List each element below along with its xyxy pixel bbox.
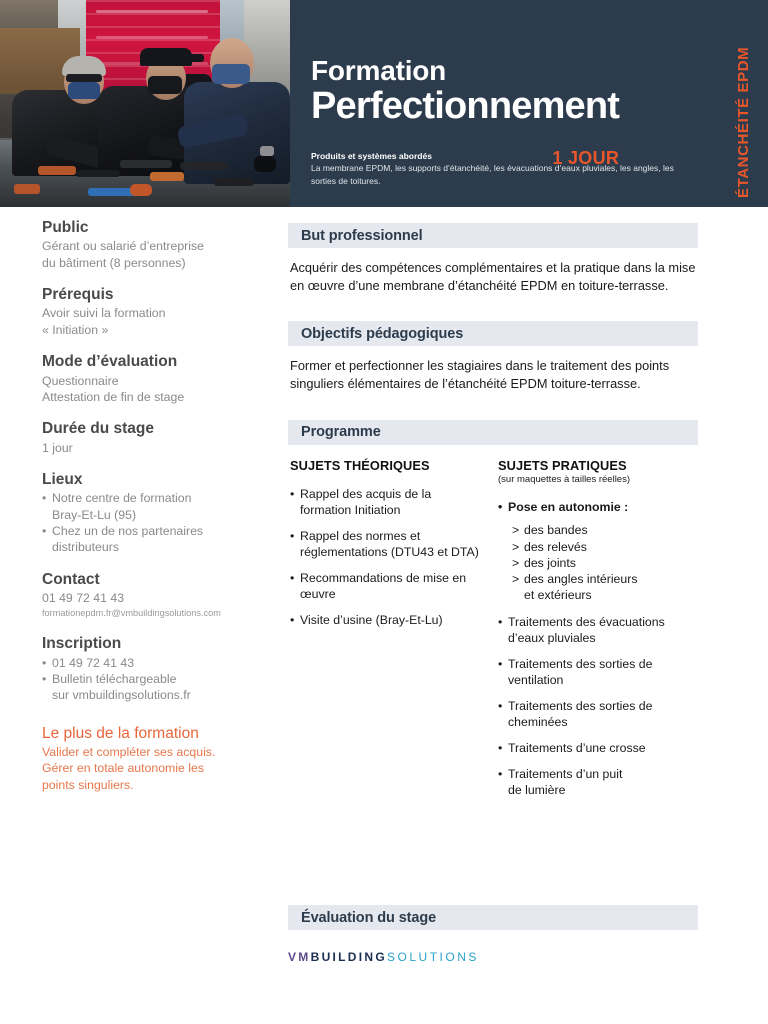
contact-email[interactable]: formationepdm.fr@vmbuildingsolutions.com: [42, 608, 221, 619]
sidebar-block-prerequis: [42, 285, 278, 338]
logo-solutions: SOLUTIONS: [387, 950, 479, 964]
list-item-line: Pose en autonomie :: [508, 500, 629, 515]
sidebar-heading: Mode d’évaluation: [42, 353, 178, 371]
section-title: Objectifs pédagogiques: [301, 325, 464, 342]
column-heading: SUJETS PRATIQUES: [498, 457, 627, 473]
sidebar-block-inscription: [42, 634, 278, 703]
page-title: Perfectionnement: [311, 85, 620, 127]
list-item-cont: Bray-Et-Lu (95): [52, 507, 137, 522]
list-item-line: Rappel des normes et: [300, 528, 421, 543]
sidebar-heading: Durée du stage: [42, 420, 154, 438]
section-title: Programme: [301, 424, 381, 441]
list-item-line: Visite d’usine (Bray-Et-Lu): [300, 612, 443, 627]
vertical-category-tag: ÉTANCHÉITÉ EPDM: [735, 46, 752, 198]
objectifs-text: Former et perfectionner les stagiaires dans le traitement des points singuliers élémentaires de l’étanchéité EPDM toiture-terrasse.: [290, 358, 670, 391]
page-header: [0, 0, 768, 207]
products-block: [311, 150, 681, 187]
sidebar-line: 1 jour: [42, 440, 73, 455]
le-plus-line: Gérer en totale autonomie les: [42, 761, 205, 776]
list-item-line: formation Initiation: [300, 502, 401, 517]
le-plus-heading: Le plus de la formation: [42, 724, 199, 742]
page-footer: [288, 905, 698, 964]
sidebar-heading: Lieux: [42, 470, 83, 488]
list-item: [498, 615, 698, 647]
list-item: • Notre centre de formation: [42, 490, 278, 506]
sidebar-heading: Prérequis: [42, 286, 114, 304]
sidebar-block-le-plus: [42, 724, 278, 793]
list-item: [498, 657, 698, 689]
list-item-line: Traitements des sorties de: [508, 657, 653, 672]
list-item-line: ventilation: [508, 673, 564, 688]
section-header-but-professionnel: [288, 223, 698, 248]
sidebar-block-mode-evaluation: [42, 352, 278, 405]
sidebar-line: Avoir suivi la formation: [42, 306, 166, 321]
training-photo: [0, 0, 290, 207]
column-heading: SUJETS THÉORIQUES: [290, 457, 430, 473]
duration-badge: 1 JOUR: [552, 148, 620, 168]
logo-building: BUILDING: [310, 950, 388, 964]
programme-pratiques: [492, 458, 698, 810]
sidebar-block-duree: [42, 419, 278, 456]
sub-list-item: > des angles intérieurs: [498, 571, 698, 587]
list-item: [498, 767, 698, 799]
list-item: [498, 699, 698, 731]
list-item-cont[interactable]: sur vmbuildingsolutions.fr: [52, 688, 191, 703]
list-item-line: Traitements des évacuations: [508, 615, 665, 630]
sidebar-line: du bâtiment (8 personnes): [42, 255, 186, 270]
list-item: [290, 529, 492, 561]
list-item[interactable]: • 01 49 72 41 43: [42, 655, 278, 671]
section-title: Évaluation du stage: [301, 909, 437, 926]
sub-list: [498, 522, 698, 603]
list-item-line: Recommandations de mise en: [300, 570, 467, 585]
contact-phone[interactable]: 01 49 72 41 43: [42, 591, 125, 606]
list-item-line: réglementations (DTU43 et DTA): [300, 544, 479, 559]
list-item: [290, 571, 492, 603]
sidebar-block-lieux: [42, 470, 278, 556]
le-plus-line: Valider et compléter ses acquis.: [42, 745, 216, 760]
header-eyebrow: Formation: [311, 55, 447, 86]
list-item: [498, 500, 698, 516]
list-item: [290, 613, 492, 629]
list-item-line: œuvre: [300, 586, 336, 601]
list-item-line: Traitements d’une crosse: [508, 741, 646, 756]
main-column: [288, 223, 698, 809]
section-title: But professionnel: [301, 227, 423, 244]
section-header-programme: [288, 420, 698, 445]
sidebar-line: Gérant ou salarié d’entreprise: [42, 239, 204, 254]
sub-list-item: > des joints: [498, 555, 698, 571]
sidebar-line: Questionnaire: [42, 373, 119, 388]
sidebar-block-public: [42, 218, 278, 271]
list-item-line: Traitements des sorties de: [508, 699, 653, 714]
sub-list-item-cont: et extérieurs: [524, 588, 592, 603]
list-item: • Bulletin téléchargeable: [42, 671, 278, 687]
but-professionnel-text: Acquérir des compétences complémentaires et la pratique dans la mise en œuvre d’une membrane d’étanchéité EPDM en toiture-terrasse.: [290, 260, 696, 293]
sidebar-heading: Contact: [42, 570, 100, 588]
sidebar-heading: Inscription: [42, 635, 122, 653]
sub-list-item: > des bandes: [498, 522, 698, 538]
list-item-line: d’eaux pluviales: [508, 631, 596, 646]
section-header-evaluation-du-stage: [288, 905, 698, 930]
products-text: La membrane EPDM, les supports d’étanchéité, les évacuations d’eaux pluviales, les angles, les sorties de toitures.: [311, 163, 674, 186]
vm-building-solutions-logo: [288, 950, 698, 964]
sidebar: [42, 218, 278, 793]
list-item-line: cheminées: [508, 715, 568, 730]
sidebar-heading: Public: [42, 219, 89, 236]
programme-columns: [288, 445, 698, 810]
list-item: • Chez un de nos partenaires: [42, 523, 278, 539]
le-plus-line: points singuliers.: [42, 777, 134, 792]
list-item-line: de lumière: [508, 783, 566, 798]
logo-vm: VM: [288, 950, 311, 964]
list-item-cont: distributeurs: [52, 540, 119, 555]
list-item-line: Rappel des acquis de la: [300, 486, 432, 501]
column-subtitle: (sur maquettes à tailles réelles): [498, 473, 630, 485]
sub-list-item: > des relevés: [498, 539, 698, 555]
products-title: Produits et systèmes abordés: [311, 151, 432, 161]
header-panel: [290, 0, 768, 207]
sidebar-line: « Initiation »: [42, 322, 109, 337]
programme-theoriques: [288, 458, 492, 810]
list-item: [498, 741, 698, 757]
list-item-line: Traitements d’un puit: [508, 767, 623, 782]
sidebar-block-contact: [42, 570, 278, 621]
sidebar-line: Attestation de fin de stage: [42, 389, 185, 404]
list-item: [290, 487, 492, 519]
section-header-objectifs-pedagogiques: [288, 321, 698, 346]
